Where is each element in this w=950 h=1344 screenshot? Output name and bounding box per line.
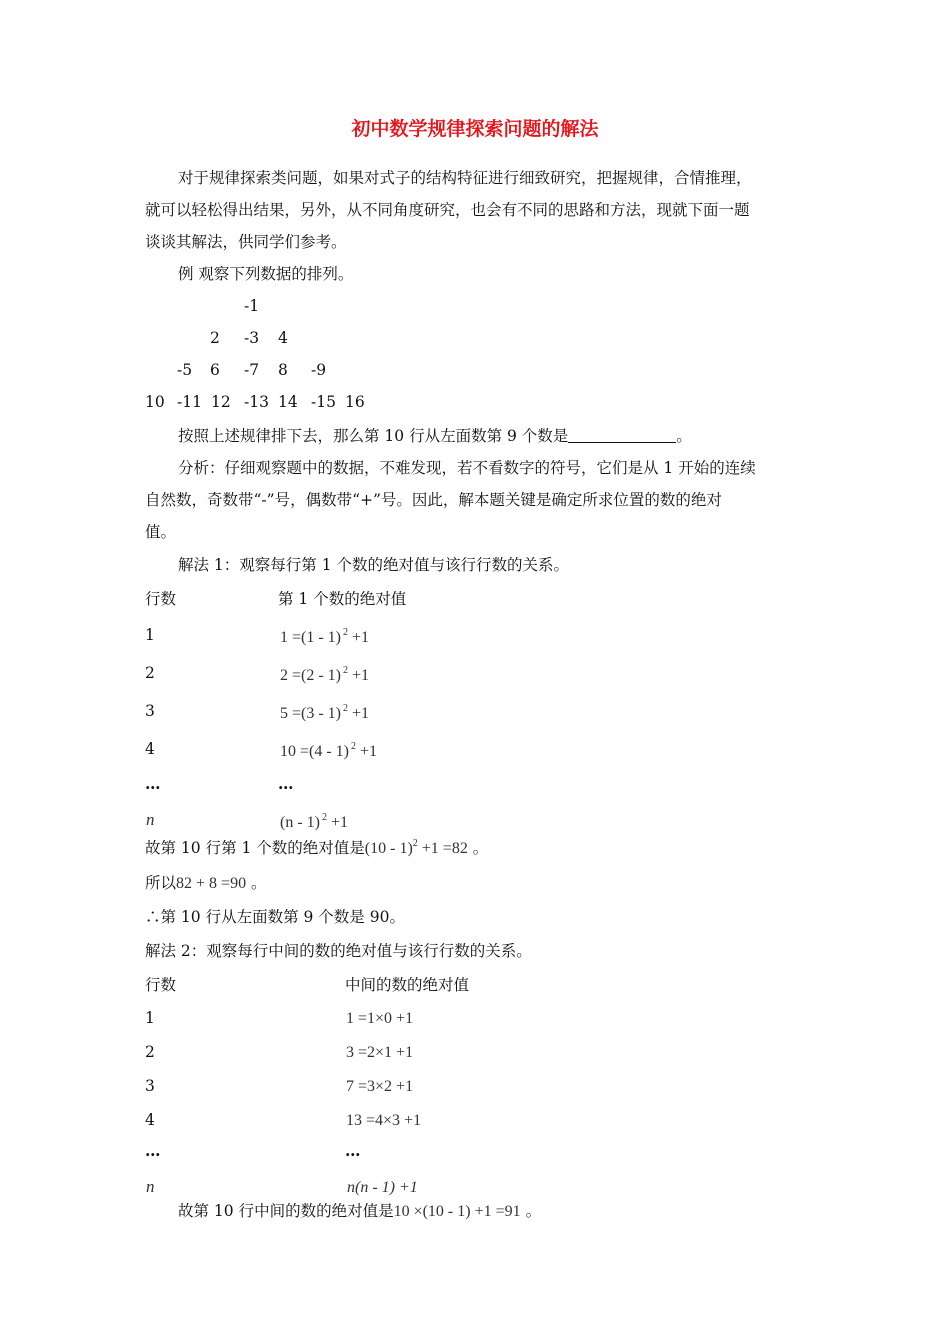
method1-heading: 解法 1：观察每行第 1 个数的绝对值与该行行数的关系。 [178,556,570,574]
method1-row-formula: 5 =(3 - 1) $^2$ +1 [280,703,370,722]
method2-conclusion: 故第 10 行中间的数的绝对值是10 ×(10 - 1) +1 =91 。 [178,1202,542,1220]
example-label: 例 观察下列数据的排列。 [178,265,354,283]
triangle-cell: 8 [278,361,288,379]
method1-col-value-header: 第 1 个数的绝对值 [278,590,407,608]
method2-row-formula: 3 =2×1 +1 [346,1044,414,1061]
intro-line-2: 就可以轻松得出结果，另外，从不同角度研究，也会有不同的思路和方法，现就下面一题 [145,201,750,219]
intro-line-1: 对于规律探索类问题，如果对式子的结构特征进行细致研究，把握规律，合情推理， [178,169,752,187]
page-title: 初中数学规律探索问题的解法 [351,118,599,140]
method1-conclusion-3: ∴第 10 行从左面数第 9 个数是 90。 [145,908,405,926]
triangle-cell: -1 [244,297,260,315]
intro-line-3: 谈谈其解法，供同学们参考。 [145,233,347,251]
triangle-cell: 4 [278,329,288,347]
question-text: 按照上述规律排下去，那么第 10 行从左面数第 9 个数是 [178,427,569,445]
triangle-cell: -15 [311,393,336,411]
analysis-line-2: 自然数，奇数带“-”号，偶数带“+”号。因此，解本题关键是确定所求位置的数的绝对 [145,491,722,509]
triangle-cell: -13 [244,393,269,411]
method1-row-formula: 1 =(1 - 1) $^2$ +1 [280,627,370,646]
method2-row-formula: 1 =1×0 +1 [346,1010,414,1027]
question [178,428,692,445]
method1-row-formula: 2 =(2 - 1) $^2$ +1 [280,665,370,684]
method2-col-rows-header: 行数 [145,976,177,994]
method1-conclusion-1: 故第 10 行第 1 个数的绝对值是(10 - 1)$^2$ +1 =82 。 [145,838,489,857]
method2-row-formula: 7 =3×2 +1 [346,1078,414,1095]
analysis-line-3: 值。 [145,523,177,541]
method2-row-number: 4 [145,1111,155,1129]
triangle-cell: 6 [210,361,220,379]
method1-general-formula: (n - 1) $^2$ +1 [280,812,349,831]
method1-ellipsis-left: … [145,774,161,793]
method1-row-number: 3 [145,702,155,720]
method1-ellipsis-right: … [278,774,294,793]
triangle-cell: 2 [210,329,220,347]
method1-col-rows-header: 行数 [145,590,177,608]
method1-row-number: 2 [145,664,155,682]
method2-col-value-header: 中间的数的绝对值 [345,976,470,994]
method2-row-number: 1 [145,1009,155,1027]
method1-row-number: 4 [145,740,155,758]
method2-row-number: 2 [145,1043,155,1061]
method2-row-number: 3 [145,1077,155,1095]
method1-conclusion-2: 所以82 + 8 =90 。 [145,874,267,892]
answer-blank [568,428,676,443]
method1-row-formula: 10 =(4 - 1) $^2$ +1 [280,741,378,760]
triangle-cell: 12 [211,393,231,411]
method1-general-n: n [146,810,155,829]
triangle-cell: 10 [145,393,165,411]
method2-general-n: n [146,1177,155,1196]
method2-general-formula: n(n - 1) +1 [347,1179,418,1196]
triangle-cell: 16 [345,393,365,411]
triangle-cell: -11 [177,393,202,411]
method2-heading: 解法 2：观察每行中间的数的绝对值与该行行数的关系。 [145,942,532,960]
question-end: 。 [676,427,692,445]
method2-ellipsis-left: … [145,1141,161,1160]
triangle-cell: -5 [177,361,193,379]
method2-row-formula: 13 =4×3 +1 [346,1112,422,1129]
method2-ellipsis-right: … [345,1141,361,1160]
triangle-cell: 14 [278,393,298,411]
method1-row-number: 1 [145,626,155,644]
triangle-cell: -7 [244,361,260,379]
analysis-line-1: 分析：仔细观察题中的数据，不难发现，若不看数字的符号，它们是从 1 开始的连续 [178,459,756,477]
triangle-cell: -3 [244,329,260,347]
triangle-cell: -9 [311,361,327,379]
